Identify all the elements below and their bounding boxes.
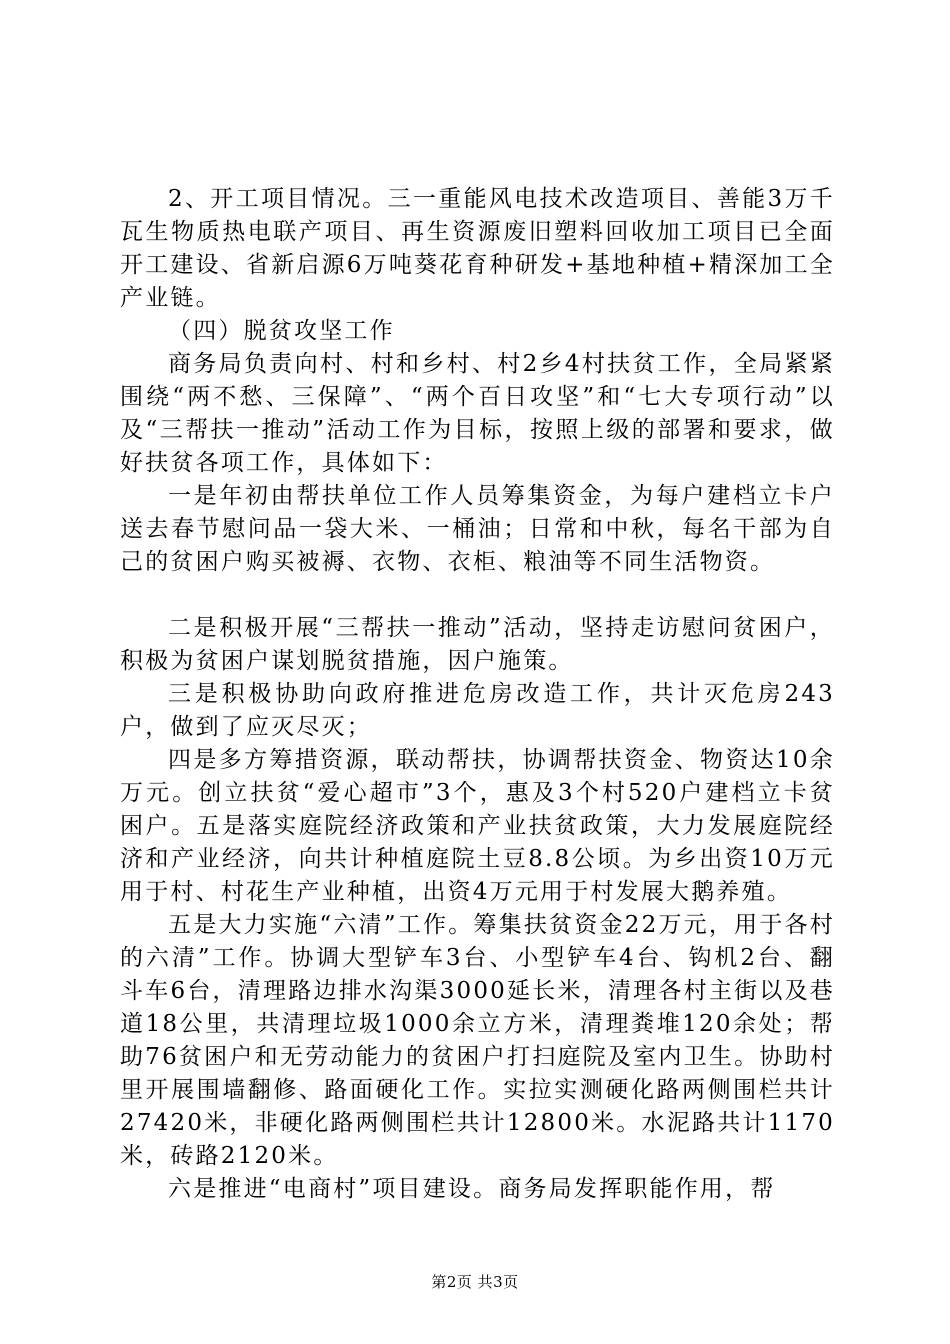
paragraph-item-four: 四是多方筹措资源，联动帮扶，协调帮扶资金、物资达10余万元。创立扶贫“爱心超市”3个，惠及3个村520户建档立卡贫困户。五是落实庭院经济政策和产业扶贫政策，大力发展庭院经济和产业经济，向共计种植庭院土豆8.8公顷。为乡出资10万元用于村、村花生产业种植，出资4万元用于村发展大鹅养殖。 [120, 747, 835, 905]
paragraph-project-status: 2、开工项目情况。三一重能风电技术改造项目、善能3万千瓦生物质热电联产项目、再生资源废旧塑料回收加工项目已全面开工建设、省新启源6万吨葵花育种研发+基地种植+精深加工全产业链。 [120, 186, 835, 311]
paragraph-item-three: 三是积极协助向政府推进危房改造工作，共计灭危房243户，做到了应灭尽灭； [120, 681, 835, 740]
paragraph-item-two: 二是积极开展“三帮扶一推动”活动，坚持走访慰问贫困户，积极为贫困户谋划脱贫措施，因户施策。 [120, 615, 835, 674]
paragraph-item-five: 五是大力实施“六清”工作。筹集扶贫资金22万元，用于各村的六清”工作。协调大型铲车3台、小型铲车4台、钩机2台、翻斗车6台，清理路边排水沟渠3000延长米，清理各村主街以及巷道18公里，共清理垃圾1000余立方米，清理粪堆120余处；帮助76贫困户和无劳动能力的贫困户打扫庭院及室内卫生。协助村里开展围墙翻修、路面硬化工作。实拉实测硬化路两侧围栏共计27420米，非硬化路两侧围栏共计12800米。水泥路共计1170米，砖路2120米。 [120, 912, 835, 1169]
page-footer: 第2页 共3页 [431, 1273, 519, 1291]
paragraph-item-one: 一是年初由帮扶单位工作人员筹集资金，为每户建档立卡户送去春节慰问品一袋大米、一桶油；日常和中秋，每名干部为自己的贫困户购买被褥、衣物、衣柜、粮油等不同生活物资。 [120, 483, 835, 575]
section-heading-poverty-alleviation: （四）脱贫攻坚工作 [168, 318, 395, 344]
document-body [120, 183, 835, 1206]
paragraph-item-six: 六是推进“电商村”项目建设。商务局发挥职能作用，帮 [168, 1176, 776, 1202]
paragraph-poverty-overview: 商务局负责向村、村和乡村、村2乡4村扶贫工作，全局紧紧围绕“两不愁、三保障”、“两个百日攻坚”和“七大专项行动”以及“三帮扶一推动”活动工作为目标，按照上级的部署和要求，做好扶贫各项工作，具体如下： [120, 351, 835, 476]
